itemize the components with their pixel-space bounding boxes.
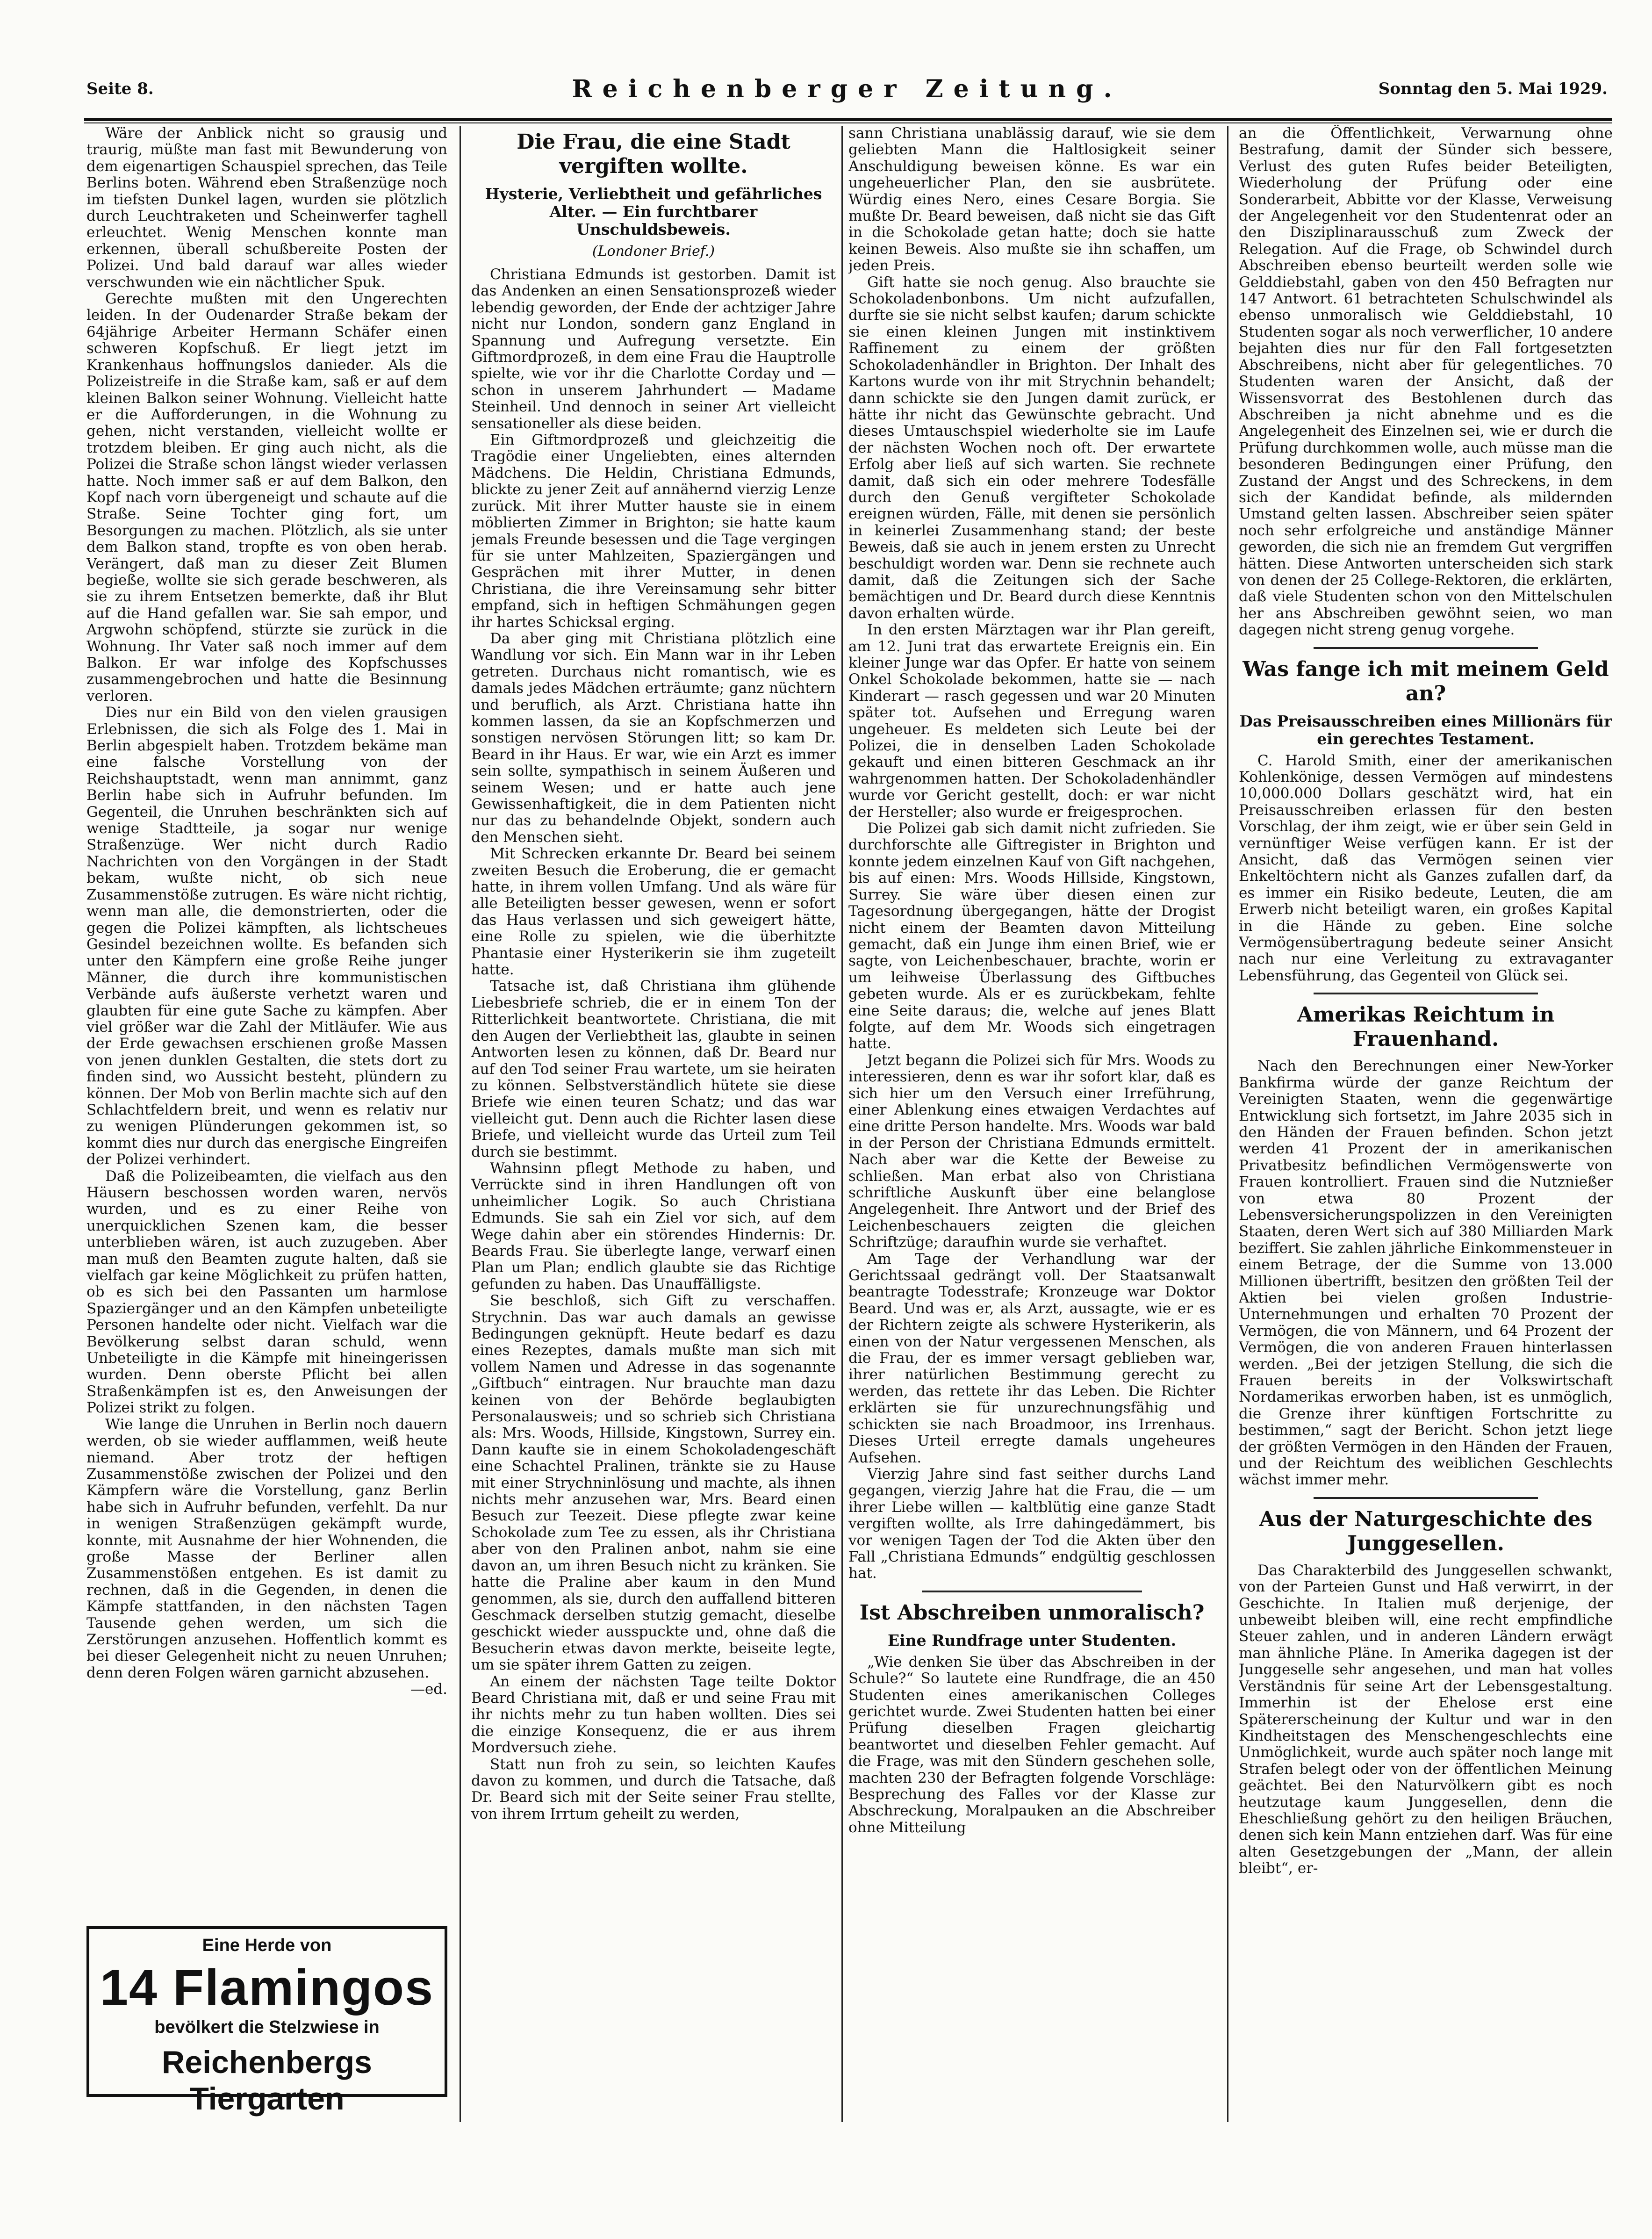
article-headline: Was fange ich mit meinem Geld an? — [1243, 657, 1609, 706]
paragraph: C. Harold Smith, einer der amerikanischen Kohlenkönige, dessen Vermögen auf mindestens 10,000.000 Dollars geschätzt wird, hat ein Preisausschreiben erlassen für den besten Vorschlag, der ihm zeigt, wie er über sein Geld in vernünftiger Weise verfügen kann. Er ist der Ansicht, daß das Vermögen seinen vier Enkeltöchtern nicht als Ganzes zufallen darf, da es immer ein Risiko bedeute, Leuten, die am Erwerb nicht beteiligt waren, ein großes Kapital in die Hände zu geben. Eine solche Vermögensübertragung bedeute seiner Ansicht nach nur eine Verleitung zu extravaganter Lebensführung, das Gegenteil von Glück sei. — [1239, 752, 1613, 984]
paragraph: Daß die Polizeibeamten, die vielfach aus den Häusern beschossen worden waren, nervös wurden, und es zu einer Reihe von unerquicklichen Szenen kam, die besser unterblieben wären, ist auch zuzugeben. Aber man muß den Beamten zugute halten, daß sie vielfach gar keine Möglichkeit zu prüfen hatten, ob es sich bei den Passanten um harmlose Spaziergänger und an den Kämpfen unbeteiligte Personen handelte oder nicht. Vielfach war die Bevölkerung selbst daran schuld, wenn Unbeteiligte in die Kämpfe mit hineingerissen wurden. Denn oberste Pflicht bei allen Straßenkämpfen ist es, den Anweisungen der Polizei strikt zu folgen. — [86, 1167, 447, 1417]
issue-date: Sonntag den 5. Mai 1929. — [1378, 79, 1608, 98]
article-subhead: Das Preisausschreiben eines Millionärs für ein gerechtes Testament. — [1239, 712, 1612, 748]
column-divider — [841, 126, 843, 2122]
paragraph: Dies nur ein Bild von den vielen grausigen Erlebnissen, die sich als Folge des 1. Mai in Berlin abgespielt haben. Trotzdem bekäme man eine falsche Vorstellung von der Reichshauptstadt, wenn man annimmt, ganz Berlin habe sich in Aufruhr befunden. Im Gegenteil, die Unruhen beschränkten sich auf wenige Stadtteile, ja sogar nur wenige Straßenzüge. Wer nicht durch Radio Nachrichten von den Vorgängen in der Stadt bekam, wußte nicht, ob sich neue Zusammenstöße zutrugen. Es wäre nicht richtig, wenn man alle, die demonstrierten, oder die gegen die Polizei kämpften, als lichtscheues Gesindel bezeichnen wollte. Es befanden sich unter den Kämpfern eine große Reihe junger Männer, die durch ihre kommunistischen Verbände aufs äußerste verhetzt waren und glaubten für eine gute Sache zu kämpfen. Aber viel größer war die Zahl der Mitläufer. Wie aus der Erde gewachsen erschienen große Massen von jenen dunklen Gestalten, die stets dort zu finden sind, wo Aussicht besteht, plündern zu können. Der Mob von Berlin machte sich auf den Schlachtfeldern breit, und wenn es relativ nur zu wenigen Plünderungen gekommen ist, so kommt dies nur durch das energische Eingreifen der Polizei verhindert. — [86, 704, 447, 1168]
article-separator — [1314, 647, 1538, 649]
masthead — [86, 75, 1608, 117]
article-headline: Ist Abschreiben unmoralisch? — [859, 1600, 1205, 1625]
paragraph: Die Polizei gab sich damit nicht zufrieden. Sie durchforschte alle Giftregister in Brighton und konnte jedem einzelnen Kauf von Gift nachgehen, bis auf einen: Mrs. Woods Hillside, Kingstown, Surrey. Sie wäre über diesen einen zur Tagesordnung übergegangen, hätte der Drogist nicht einem der Beamten davon Mitteilung gemacht, daß ein Junge ihm einen Brief, wie er sagte, von Leichenbeschauer, brachte, worin er um leihweise Überlassung des Giftbuches gebeten wurde. Als er es zurückbekam, fehlte eine Seite daraus; die, welche auf jenes Blatt folgte, auf dem Mr. Woods sich eingetragen hatte. — [848, 820, 1215, 1052]
article-separator — [1314, 993, 1538, 994]
paragraph: Jetzt begann die Polizei sich für Mrs. Woods zu interessieren, denn es war ihr sofort klar, daß es sich hier um den Versuch einer Irreführung, einer Ablenkung eines etwaigen Verdachtes auf eine dritte Person handelte. Mrs. Woods war bald in der Person der Christiana Edmunds ermittelt. Nach aber war die Kette der Beweise zu schließen. Man erbat also von Christiana schriftliche Auskunft über eine belanglose Angelegenheit. Ihre Antwort und der Brief des Leichenbeschauers zeigten die gleichen Schriftzüge; daraufhin wurde sie verhaftet. — [848, 1051, 1215, 1251]
flamingo-advertisement — [86, 1926, 447, 2117]
newspaper-title: Reichenberger Zeitung. — [572, 75, 1122, 103]
paragraph: Mit Schrecken erkannte Dr. Beard bei seinem zweiten Besuch die Eroberung, die er gemacht hatte, in ihrem vollen Umfang. Und als wäre für alle Beteiligten besser gewesen, wenn er sofort das Haus verlassen und sich geweigert hätte, eine Rolle zu spielen, wie die überhitzte Phantasie einer Hysterikerin sie ihm zugeteilt hatte. — [471, 845, 836, 979]
ad-headline: 14 Flamingos — [100, 1959, 434, 2016]
column-poisoner-continued — [848, 125, 1215, 2098]
article-dateline: (Londoner Brief.) — [592, 243, 715, 259]
paragraph: Sie beschloß, sich Gift zu verschaffen. Strychnin. Das war auch damals an gewisse Bedingungen geknüpft. Heute bedarf es dazu eines Rezeptes, damals mußte man sich mit vollem Namen und Adresse in das sogenannte „Giftbuch“ eintragen. Nur brauchte man dazu keinen von der Behörde beglaubigten Personalausweis; und so schrieb sich Christiana als: Mrs. Woods, Hillside, Kingstown, Surrey ein. Dann kaufte sie in einem Schokoladengeschäft eine Schachtel Pralinen, tränkte sie zu Hause mit einer Strychninlösung und machte, als ihnen nichts mehr anzusehen war, Mrs. Beard einen Besuch zur Teezeit. Diese pflegte zwar keine Schokolade zum Tee zu essen, als ihr Christiana aber von den Pralinen anbot, nahm sie eine davon an, um ihren Besuch nicht zu kränken. Sie hatte die Praline aber kaum in den Mund genommen, als sie, durch den auffallend bitteren Geschmack derselben stutzig gemacht, dieselbe geschickt wieder ausspuckte und, ohne daß die Besucherin etwas davon merkte, beiseite legte, um sie später ihrem Gatten zu zeigen. — [471, 1292, 836, 1674]
paragraph: „Wie denken Sie über das Abschreiben in der Schule?“ So lautete eine Rundfrage, die an 450 Studenten eines amerikanischen Colleges gerichtet wurde. Zwei Studenten hatten bei einer Prüfung dieselben Fragen gleichartig beantwortet und dieselben Fehler gemacht. Auf die Frage, was mit den Sündern geschehen solle, machten 230 der Befragten folgende Vorschläge: Besprechung des Falles vor der Klasse zur Abschreckung, Moralpauken an die Abschreiber ohne Mitteilung — [848, 1653, 1215, 1836]
article-headline: Amerikas Reichtum in Frauenhand. — [1297, 1003, 1555, 1051]
paragraph: Wie lange die Unruhen in Berlin noch dauern werden, ob sie wieder aufflammen, weiß heute niemand. Aber trotz der heftigen Zusammenstöße zwischen der Polizei und den Kämpfern wäre die Vorstellung, ganz Berlin habe sich in Aufruhr befunden, verfehlt. Da nur in wenigen Straßenzügen gekämpft wurde, konnte, mit Ausnahme der hier Wohnenden, die große Masse der Berliner allen Zusammenstößen entgehen. Es ist damit zu rechnen, daß in die Gegenden, in denen die Kämpfe stattfanden, in den nächsten Tagen Tausende gehen werden, um sich die Zerstörungen anzusehen. Hoffentlich kommt es bei dieser Gelegenheit nicht zu neuen Unruhen; denn deren Folgen wären garnicht abzusehen. — [86, 1416, 447, 1681]
ad-footer: Reichenbergs Tiergarten — [162, 2045, 372, 2117]
column-miscellany — [1239, 125, 1613, 2098]
paragraph: Christiana Edmunds ist gestorben. Damit ist das Andenken an einen Sensationsprozeß wieder lebendig geworden, der Ende der achtziger Jahre nicht nur London, sondern ganz England in Spannung und Aufregung versetzte. Ein Giftmordprozeß, in dem eine Frau die Hauptrolle spielte, wie vor ihr die Charlotte Corday und — schon in unserem Jahrhundert — Madame Steinheil. Und dennoch in seiner Art vielleicht sensationeller als diese beiden. — [471, 266, 836, 432]
column-divider — [460, 126, 461, 2122]
column-berlin-unrest — [86, 125, 447, 1935]
paragraph: In den ersten Märztagen war ihr Plan gereift, am 12. Juni trat das erwartete Ereignis ein. Ein kleiner Junge war das Opfer. Er hatte von seinem Onkel Schokolade bekommen, hatte sie — nach Kinderart — rasch gegessen und war 20 Minuten später tot. Aufsehen und Erregung waren ungeheuer. Es meldeten sich Leute bei der Polizei, die in denselben Laden Schokolade gekauft und einen bitteren Geschmack an ihr wahrgenommen hatten. Der Schokoladenhändler wurde vor Gericht gestellt, doch: er war nicht der Hersteller; also wurde er freigesprochen. — [848, 621, 1215, 821]
ad-line: bevölkert die Stelzwiese in — [154, 2017, 380, 2037]
article-subhead: Hysterie, Verliebtheit und gefährliches Alter. — Ein furchtbarer Unschuldsbeweis. — [485, 185, 822, 238]
paragraph: an die Öffentlichkeit, Verwarnung ohne Bestrafung, damit der Sünder sich bessere, Verlust des guten Rufes beider Beteiligten, Wiederholung der Prüfung oder eine Sonderarbeit, Abbitte vor der Klasse, Verweisung der Angelegenheit vor den Studentenrat oder an den Disziplinarausschuß zum Zweck der Relegation. Auf die Frage, ob Schwindel durch Abschreiben ebenso beurteilt werden solle wie Gelddiebstahl, gaben von den 450 Befragten nur 147 Antwort. 61 betrachteten Schulschwindel als ebenso unmoralisch wie Gelddiebstahl, 10 Studenten sogar als noch verwerflicher, 10 andere bejahten dies nur für den Fall fortgesetzten Abschreibens, nicht aber für gelegentliches. 70 Studenten waren der Ansicht, daß der Wissensvorrat des Bestohlenen durch das Abschreiben ja nicht abnehme und es die Angelegenheit des Einzelnen sei, wie er durch die Prüfung durchkommen wolle, auch müsse man die besonderen Bedingungen einer Prüfung, den Zustand der Angst und des Schreckens, in dem sich der Kandidat befinde, als mildernden Umstand gelten lassen. Abschreiber seien später noch sehr erfolgreiche und anständige Männer geworden, die sich nie an fremdem Gut vergriffen hätten. Diese Antworten unterscheiden sich stark von denen der 25 College-Rektoren, die erklärten, daß viele Studenten schon von den Mittelschulen her ans Abschreiben gewöhnt seien, wo man dagegen nicht streng genug vorgehe. — [1239, 125, 1613, 639]
column-poisoner-article — [471, 125, 836, 2098]
paragraph: Wahnsinn pflegt Methode zu haben, und Verrückte sind in ihren Handlungen oft von unheimlicher Logik. So auch Christiana Edmunds. Sie sah ein Ziel vor sich, auf dem Wege dahin aber ein störendes Hindernis: Dr. Beards Frau. Sie überlegte lange, verwarf einen Plan um Plan; endlich glaubte sie das Richtige gefunden zu haben. Das Unauffälligste. — [471, 1159, 836, 1293]
paragraph: Am Tage der Verhandlung war der Gerichtssaal gedrängt voll. Der Staatsanwalt beantragte Todesstrafe; Kronzeuge war Doktor Beard. Und was er, als Arzt, aussagte, wie er es der Richtern zeigte als schwere Hysterikerin, als einen von der Natur vergessenen Menschen, als die Frau, der es immer versagt geblieben war, ihrer natürlichen Bestimmung gerecht zu werden, das rettete ihr das Leben. Die Richter erklärten sie für unzurechnungsfähig und schickten sie nach Broadmoor, ins Irrenhaus. Dieses Urteil erregte damals ungeheures Aufsehen. — [848, 1250, 1215, 1466]
article-separator — [922, 1591, 1142, 1592]
article-headline: Aus der Naturgeschichte des Junggesellen. — [1259, 1507, 1593, 1555]
column-divider — [1227, 126, 1228, 2122]
article-separator — [1314, 1497, 1538, 1499]
paragraph: Gerechte mußten mit den Ungerechten leiden. In der Oudenarder Straße bekam der 64jährige Arbeiter Hermann Schäfer einen schweren Kopfschuß. Er liegt jetzt im Krankenhaus hoffnungslos danieder. Als die Polizeistreife in die Straße kam, saß er auf dem kleinen Balkon seiner Wohnung. Vielleicht hatte er die Aufforderungen, in die Wohnung zu gehen, nicht verstanden, vielleicht wollte er trotzdem bleiben. Er ging auch nicht, als die Polizei die Straße schon längst wieder verlassen hatte. Noch immer saß er auf dem Balkon, den Kopf nach vorn übergeneigt und schaute auf die Straße. Seine Tochter ging fort, um Besorgungen zu machen. Plötzlich, als sie unter dem Balkon stand, tropfte es von oben herab. Verängert, daß man zu dieser Zeit Blumen begieße, wollte sie sich gerade beschweren, als sie zu ihrem Entsetzen bemerkte, daß ihr Blut auf die Hand gefallen war. Sie sah empor, und Argwohn schöpfend, stürzte sie zurück in die Wohnung. Ihr Vater saß noch immer auf dem Balkon. Er war infolge des Kopfschusses zusammengebrochen und hatte die Besinnung verloren. — [86, 290, 447, 705]
paragraph: Ein Giftmordprozeß und gleichzeitig die Tragödie einer Ungeliebten, eines alternden Mädchens. Die Heldin, Christiana Edmunds, blickte zu jener Zeit auf annähernd vierzig Lenze zurück. Mit ihrer Mutter hauste sie in einem möblierten Zimmer in Brighton; sie hatte kaum jemals Freunde besessen und die Tage vergingen für sie unter Mahlzeiten, Spaziergängen und Gesprächen mit ihrer Mutter, in denen Christiana, die ihre Vereinsamung sehr bitter empfand, sich in heftigen Schmähungen gegen ihr hartes Schicksal erging. — [471, 432, 836, 631]
article-subhead: Eine Rundfrage unter Studenten. — [887, 1631, 1177, 1649]
paragraph: sann Christiana unablässig darauf, wie sie dem geliebten Mann die Haltlosigkeit seiner Anschuldigung beweisen könne. Es war ein ungeheuerlicher Plan, den sie ausbrütete. Würdig eines Nero, eines Cesare Borgia. Sie mußte Dr. Beard beweisen, daß nicht sie das Gift in die Schokolade getan hatte; doch sie hatte keinen Beweis. Also mußte sie ihn schaffen, um jeden Preis. — [848, 125, 1215, 274]
masthead-rule-thin — [84, 122, 1612, 123]
paragraph: Statt nun froh zu sein, so leichten Kaufes davon zu kommen, und durch die Tatsache, daß Dr. Beard sich mit der Seite seiner Frau stellte, von ihrem Irrtum geheilt zu werden, — [471, 1756, 836, 1822]
masthead-rule — [84, 118, 1612, 121]
article-headline: Die Frau, die eine Stadt vergiften wollte. — [517, 130, 790, 178]
paragraph: Gift hatte sie noch genug. Also brauchte sie Schokoladenbonbons. Um nicht aufzufallen, durfte sie sie nicht selbst kaufen; darum schickte sie einen kleinen Jungen mit instinktivem Raffinement zu einem der größten Schokoladenhändler in Brighton. Der Inhalt des Kartons wurde von ihr mit Strychnin behandelt; dann schickte sie den Jungen damit zurück, er hätte ihr nicht das Gewünschte gebracht. Und dieses Umtauschspiel wiederholte sie im Laufe der nächsten Wochen noch oft. Der erwartete Erfolg aber ließ auf sich warten. Sie rechnete damit, daß sich ein oder mehrere Todesfälle durch den Genuß vergifteter Schokolade ereignen würden, Fälle, mit denen sie persönlich in keinerlei Zusammenhang stand; der beste Beweis, daß sie auch in jenem ersten zu Unrecht beschuldigt worden war. Denn sie rechnete auch damit, daß die Zeitungen sich der Sache bemächtigen und Dr. Beard durch diese Kenntnis davon erhalten würde. — [848, 274, 1215, 622]
paragraph: Nach den Berechnungen einer New-Yorker Bankfirma würde der ganze Reichtum der Vereinigten Staaten, wenn die gegenwärtige Entwicklung sich fortsetzt, im Jahre 2035 sich in den Händen der Frauen befinden. Schon jetzt werden 41 Prozent der in amerikanischen Privatbesitz befindlichen Vermögenswerte von Frauen kontrolliert. Frauen sind die Nutznießer von etwa 80 Prozent der Lebensversicherungspolizzen in den Vereinigten Staaten, deren Wert sich auf 380 Milliarden Mark beziffert. Sie zahlen jährliche Einkommensteuer in einem Betrage, der die Summe von 13.000 Millionen übertrifft, besitzen den größten Teil der Aktien bei vielen großen Industrie-Unternehmungen und erhalten 70 Prozent der Vermögen, die von Männern, und 64 Prozent der Vermögen, die von anderen Frauen hinterlassen werden. „Bei der jetzigen Stellung, die sich die Frauen bereits in der Volkswirtschaft Nordamerikas erworben haben, ist es unmöglich, die Grenze ihrer künftigen Fortschritte zu bestimmen,“ sagt der Bericht. Schon jetzt liege der größten Vermögen in den Händen der Frauen, und der Reichtum des weiblichen Geschlechts wächst immer mehr. — [1239, 1058, 1613, 1489]
paragraph: Das Charakterbild des Junggesellen schwankt, von der Parteien Gunst und Haß verwirrt, in der Geschichte. In Italien muß derjenige, der unbeweibt bleiben will, eine recht empfindliche Steuer zahlen, und in anderen Ländern erwägt man ähnliche Pläne. In Amerika dagegen ist der Junggeselle sehr angesehen, und man hat volles Verständnis für seine Art der Lebensgestaltung. Immerhin ist der Ehelose erst eine Spätererscheinung der Kultur und war in den Kindheitstagen des Menschengeschlechts eine Unmöglichkeit, wurde auch später noch lange mit Strafen belegt oder von der öffentlichen Meinung geächtet. Bei den Naturvölkern gibt es noch heutzutage kaum Junggesellen, denn die Eheschließung gehört zu den heiligen Bräuchen, denen sich kein Mann entziehen darf. Was für eine alten Gesetzgebungen der „Mann, der allein bleibt“, er- — [1239, 1562, 1613, 1877]
paragraph: Vierzig Jahre sind fast seither durchs Land gegangen, vierzig Jahre hat die Frau, die — um ihrer Liebe willen — kaltblütig eine ganze Stadt vergiften wollte, als Irre dahingedämmert, bis vor wenigen Tagen der Tod die Akten über den Fall „Christiana Edmunds“ endgültig geschlossen hat. — [848, 1465, 1215, 1582]
paragraph: Wäre der Anblick nicht so grausig und traurig, müßte man fast mit Bewunderung von dem eigenartigen Schauspiel sprechen, das Teile Berlins boten. Während eben Straßenzüge noch im tiefsten Dunkel lagen, wurden sie plötzlich durch Leuchtraketen und Scheinwerfer taghell erleuchtet. Wenig Menschen konnte man erkennen, überall schußbereite Posten der Polizei. Und bald darauf war alles wieder verschwunden wie ein nächtlicher Spuk. — [86, 125, 447, 291]
ad-line: Eine Herde von — [202, 1936, 332, 1955]
article-signature: —ed. — [410, 1681, 447, 1698]
paragraph: Tatsache ist, daß Christiana ihm glühende Liebesbriefe schrieb, die er in einem Ton der Ritterlichkeit beantwortete. Christiana, die mit den Augen der Verliebtheit las, glaubte in seinen Antworten lesen zu können, daß Dr. Beard nur auf den Tod seiner Frau wartete, um sie heiraten zu können. Selbstverständlich hütete sie diese Briefe wie einen teuren Schatz; und das war vielleicht gut. Denn auch die Richter lasen diese Briefe, und vielleicht wurde das Urteil zum Teil durch sie bestimmt. — [471, 978, 836, 1160]
paragraph: Da aber ging mit Christiana plötzlich eine Wandlung vor sich. Ein Mann war in ihr Leben getreten. Durchaus nicht romantisch, wie es damals jedes Mädchen erträumte; ganz nüchtern und beruflich, als Arzt. Christiana hatte ihn kommen lassen, da sie an Kopfschmerzen und sonstigen nervösen Störungen litt; so kam Dr. Beard in ihr Haus. Er war, wie ein Arzt es immer sein sollte, sympathisch in seinem Äußeren und seinem Wesen; und er hatte auch jene Gewissenhaftigkeit, die in dem Patienten nicht nur das zu behandelnde Objekt, sondern auch den Menschen sieht. — [471, 630, 836, 846]
page-number: Seite 8. — [86, 79, 154, 98]
paragraph: An einem der nächsten Tage teilte Doktor Beard Christiana mit, daß er und seine Frau mit ihr nichts mehr zu tun haben wollten. Dies sei die einzige Konsequenz, die er aus ihrem Mordversuch ziehe. — [471, 1673, 836, 1757]
